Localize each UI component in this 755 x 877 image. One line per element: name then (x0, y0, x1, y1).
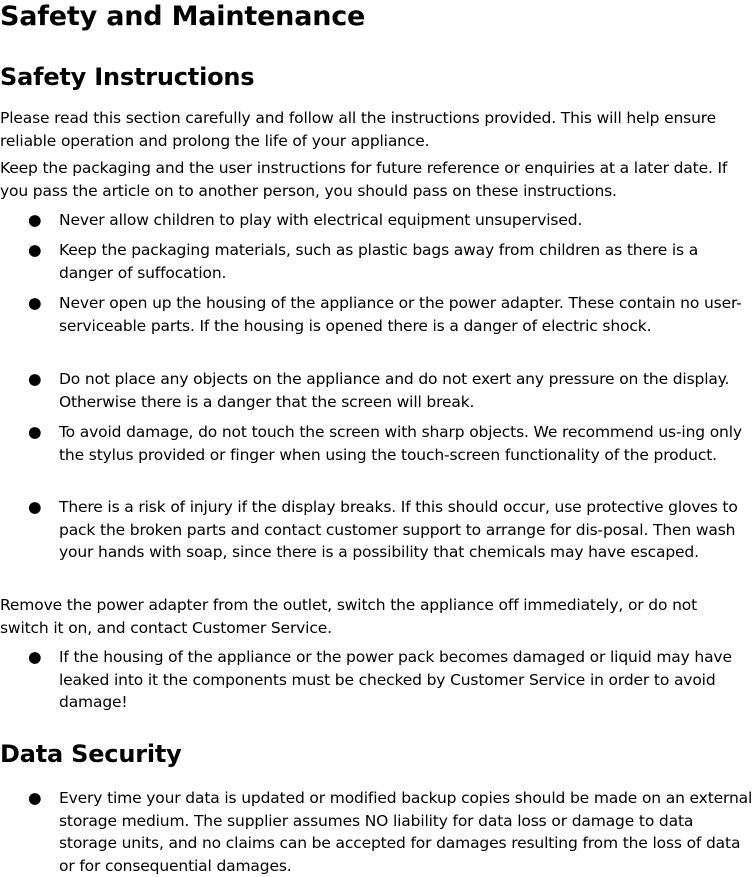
list-item-text: Never open up the housing of the appliance or the power adapter. These contain no user-serviceable parts. If the housing is opened there is a danger of electric shock. (59, 294, 742, 335)
section-heading-data-security: Data Security (0, 740, 182, 768)
list-item-text: Never allow children to play with electrical equipment unsupervised. (59, 211, 583, 229)
bullet-icon: ● (28, 211, 42, 229)
list-item-text: Keep the packaging materials, such as plastic bags away from children as there is a danger of suffocation. (59, 241, 699, 282)
bullet-icon: ● (28, 241, 42, 259)
intro-paragraph: Please read this section carefully and follow all the instructions provided. This will help ensure reliable operation and prolong the life of your appliance. (0, 109, 717, 150)
intro-paragraph: Keep the packaging and the user instructions for future reference or enquiries at a later date. If you pass the article on to another person, you should pass on these instructions. (0, 159, 728, 200)
list-item-text: Do not place any objects on the appliance and do not exert any pressure on the display. Otherwise there is a danger that the screen will break. (59, 370, 730, 411)
page-title: Safety and Maintenance (0, 1, 366, 32)
list-item-text: If the housing of the appliance or the power pack becomes damaged or liquid may have leaked into it the components must be checked by Customer Service in order to avoid damage! (59, 648, 732, 711)
bullet-icon: ● (28, 294, 42, 312)
section-heading-safety-instructions: Safety Instructions (0, 63, 255, 91)
bullet-icon: ● (28, 423, 42, 441)
list-item-text: To avoid damage, do not touch the screen with sharp objects. We recommend us-ing only the stylus provided or finger when using the touch-screen functionality of the product. (59, 423, 742, 464)
list-item-text: There is a risk of injury if the display breaks. If this should occur, use protective gloves to pack the broken parts and contact customer support to arrange for dis-posal. Then wash your hands with soap, since there is a possibility that chemicals may have escaped. (59, 498, 738, 561)
bullet-icon: ● (28, 498, 42, 516)
bullet-icon: ● (28, 370, 42, 388)
after-paragraph: Remove the power adapter from the outlet, switch the appliance off immediately, or do not switch it on, and contact Customer Service. (0, 596, 698, 637)
list-item-text: Every time your data is updated or modified backup copies should be made on an external storage medium. The supplier assumes NO liability for data loss or damage to data storage units, and no claims can be accepted for damages resulting from the loss of data or for consequential damages. (59, 789, 753, 875)
bullet-icon: ● (28, 789, 42, 807)
bullet-icon: ● (28, 648, 42, 666)
